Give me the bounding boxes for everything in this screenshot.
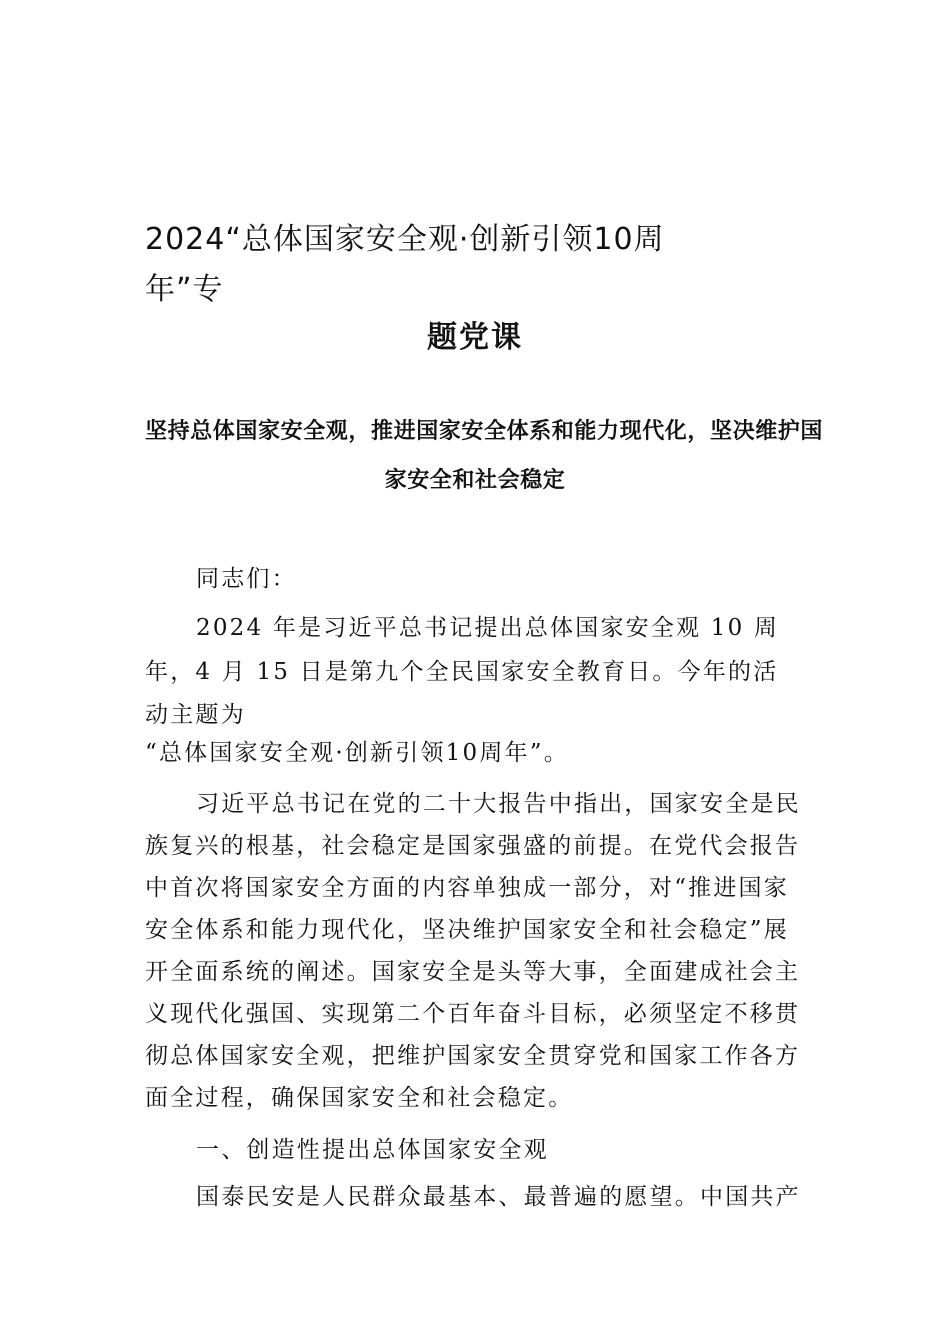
document-title-line-3: 题党课: [427, 320, 523, 355]
body-line: 年，4 月 15 日是第九个全民国家安全教育日。今年的活: [145, 659, 779, 685]
body-line: 义现代化强国、实现第二个百年奋斗目标，必须坚定不移贯: [145, 1001, 801, 1027]
body-line: 族复兴的根基，社会稳定是国家强盛的前提。在党代会报告: [145, 833, 801, 859]
section-heading: 一、创造性提出总体国家安全观: [196, 1137, 549, 1163]
document-title-line-1: 2024“总体国家安全观·创新引领10周: [145, 222, 665, 257]
body-line: 面全过程，确保国家安全和社会稳定。: [145, 1085, 574, 1111]
body-line: 安全体系和能力现代化，坚决维护国家安全和社会稳定”展: [145, 917, 789, 943]
document-subtitle-line-2: 家安全和社会稳定: [384, 468, 566, 493]
body-line: 中首次将国家安全方面的内容单独成一部分，对“推进国家: [145, 875, 789, 901]
body-line: 国泰民安是人民群众最基本、最普遍的愿望。中国共产: [196, 1184, 801, 1210]
body-line: 开全面系统的阐述。国家安全是头等大事，全面建成社会主: [145, 959, 801, 985]
body-line: “总体国家安全观·创新引领10周年”。: [145, 740, 569, 766]
body-line: 2024 年是习近平总书记提出总体国家安全观 10 周: [196, 615, 780, 641]
document-subtitle-line-1: 坚持总体国家安全观，推进国家安全体系和能力现代化，坚决维护国: [145, 419, 824, 444]
body-line: 彻总体国家安全观，把维护国家安全贯穿党和国家工作各方: [145, 1043, 801, 1069]
body-line: 动主题为: [145, 702, 246, 728]
body-line: 习近平总书记在党的二十大报告中指出，国家安全是民: [196, 791, 801, 817]
salutation: 同志们：: [196, 566, 297, 592]
document-title-line-2: 年”专: [145, 272, 224, 307]
